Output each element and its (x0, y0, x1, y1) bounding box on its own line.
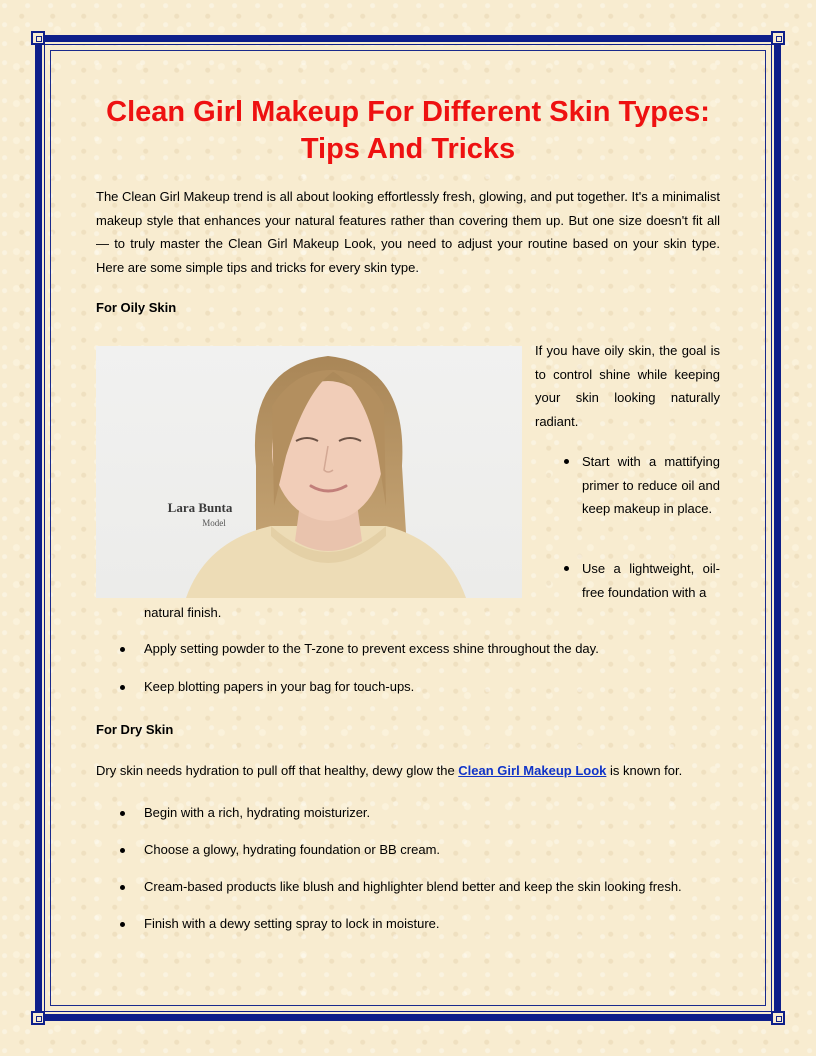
oily-bullet-2: Use a lightweight, oil-free foundation with a (582, 561, 720, 600)
dry-intro-before: Dry skin needs hydration to pull off that healthy, dewy glow the (96, 763, 459, 778)
heading-dry-skin: For Dry Skin (96, 722, 174, 737)
dry-intro-text (96, 762, 682, 780)
dry-bullet-2: Choose a glowy, hydrating foundation or BB cream. (144, 842, 441, 857)
oily-bullet-1: Start with a mattifying primer to reduce oil and keep makeup in place. (582, 454, 720, 516)
dry-bullet-3: Cream-based products like blush and highlighter blend better and keep the skin looking fresh. (144, 879, 682, 894)
photo-caption-role: Model (202, 518, 226, 528)
bullet-dot (120, 848, 125, 853)
oily-bullet-4: Keep blotting papers in your bag for touch-ups. (144, 679, 415, 694)
intro-paragraph: The Clean Girl Makeup trend is all about looking effortlessly fresh, glowing, and put together. It's a minimalist makeup style that enhances your natural features rather than covering them up. But one size doesn't fit all — to truly master the Clean Girl Makeup Look, you need to adjust your routine based on your skin type. Here are some simple tips and tricks for every skin type. (96, 189, 720, 275)
oily-intro-text: If you have oily skin, the goal is to control shine while keeping your skin looking naturally radiant. (535, 343, 720, 429)
oily-bullet-2-continued: natural finish. (144, 605, 222, 620)
corner-ornament (31, 31, 45, 45)
dry-bullet-1: Begin with a rich, hydrating moisturizer. (144, 805, 371, 820)
article-title: Clean Girl Makeup For Different Skin Types: Tips And Tricks (106, 96, 710, 165)
bullet-dot (120, 811, 125, 816)
photo-caption-name: Lara Bunta (167, 500, 233, 515)
bullet-dot (120, 647, 125, 652)
heading-oily-skin: For Oily Skin (96, 300, 177, 315)
dry-bullet-4: Finish with a dewy setting spray to lock in moisture. (144, 916, 440, 931)
corner-ornament (771, 31, 785, 45)
bullet-dot (120, 922, 125, 927)
corner-ornament (771, 1011, 785, 1025)
model-photo (96, 346, 522, 598)
bullet-dot (564, 566, 569, 571)
clean-girl-makeup-link[interactable]: Clean Girl Makeup Look (458, 763, 607, 778)
bullet-dot (564, 459, 569, 464)
oily-bullet-3: Apply setting powder to the T-zone to prevent excess shine throughout the day. (144, 641, 599, 656)
bullet-dot (120, 685, 125, 690)
bullet-dot (120, 885, 125, 890)
dry-intro-after: is known for. (606, 763, 683, 778)
corner-ornament (31, 1011, 45, 1025)
